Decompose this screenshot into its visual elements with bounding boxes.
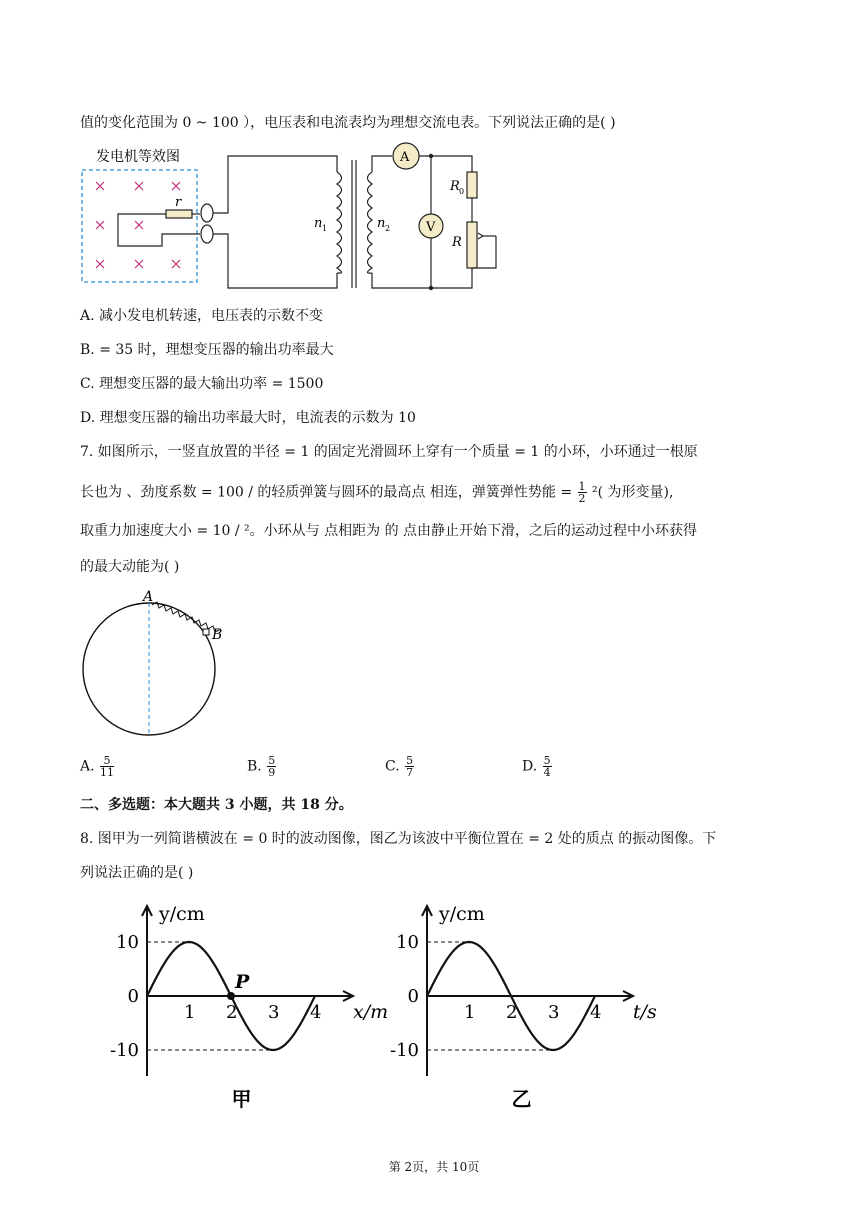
fraction-denominator: 9 — [268, 766, 276, 779]
spring — [152, 602, 219, 632]
y-tick-label: 10 — [116, 932, 139, 953]
fraction-numerator: 1 — [578, 480, 586, 493]
wave-chart-jia — [100, 900, 389, 1111]
q6-intro: 值的变化范围为 0 ~ 100 ），电压表和电流表均为理想交流电表。下列说法正确的是( ) — [80, 115, 616, 131]
q7-line-3: 取重力加速度大小 = 10 / ²。小环从与 点相距为 的 点由静止开始下滑，之后的运动过程中小环获得 — [80, 523, 698, 539]
vibration-chart-yi — [380, 900, 660, 1111]
y-tick-label: -10 — [390, 1040, 419, 1061]
x-axis-label: t/s — [633, 1001, 657, 1023]
q7-line-2b: ²( 为形变量), — [591, 484, 674, 501]
q8-line-2: 列说法正确的是( ) — [80, 865, 194, 881]
q6-option-a: A. 减小发电机转速，电压表的示数不变 — [80, 308, 324, 324]
q7-line-2a: 长也为 、劲度系数 = 100 / 的轻质弹簧与圆环的最高点 相连，弹簧弹性势能 = — [80, 484, 573, 501]
coil-n1-label: n — [314, 216, 323, 231]
y-tick-label: 0 — [407, 986, 419, 1007]
primary-circuit-wires — [213, 143, 496, 288]
point-b-label: B — [212, 627, 223, 643]
point-p-label: P — [235, 971, 250, 993]
q7-option-d — [522, 755, 553, 778]
point-p-marker — [227, 992, 235, 1000]
page-footer: 第 2页，共 10页 — [388, 1160, 480, 1174]
q7-line-4: 的最大动能为( ) — [80, 559, 180, 575]
option-prefix: C. — [385, 758, 400, 775]
option-prefix: D. — [522, 758, 538, 775]
q7-line-2 — [80, 481, 673, 504]
junction-dot — [429, 154, 433, 158]
resistor-R-label: R — [452, 235, 462, 250]
y-axis-label: y/cm — [439, 903, 485, 925]
y-tick-label: -10 — [110, 1040, 139, 1061]
y-axis-label: y/cm — [159, 903, 205, 925]
ring-spring-diagram — [0, 580, 868, 780]
q7-line-1: 7. 如图所示，一竖直放置的半径 = 1 的固定光滑圆环上穿有一个质量 = 1 的小环，小环通过一根原 — [80, 444, 698, 460]
generator-coil — [118, 204, 213, 246]
fraction-numerator: 5 — [406, 754, 414, 767]
fraction-numerator: 5 — [100, 755, 114, 767]
q7-option-b — [247, 755, 277, 778]
q6-option-d: D. 理想变压器的输出功率最大时，电流表的示数为 10 — [80, 410, 416, 426]
option-fraction — [543, 755, 552, 778]
fraction-denominator: 4 — [543, 766, 551, 779]
generator-title: 发电机等效图 — [96, 149, 180, 165]
voltmeter-label: V — [426, 220, 436, 235]
x-tick-label: 4 — [590, 1002, 602, 1023]
ammeter-label: A — [400, 150, 410, 165]
resistor-r-label: r — [175, 195, 182, 210]
junction-dot — [429, 286, 433, 290]
fraction-numerator: 5 — [543, 754, 551, 767]
fraction-denominator: 7 — [406, 766, 414, 779]
x-tick-label: 2 — [226, 1002, 238, 1023]
coil-n2-label: n — [377, 216, 386, 231]
coil-n1-subscript: 1 — [322, 224, 328, 233]
option-fraction — [100, 755, 114, 778]
fraction-denominator: 11 — [100, 766, 115, 779]
resistor-r0-label: R — [450, 179, 460, 194]
small-ring — [203, 629, 209, 635]
x-tick-label: 4 — [310, 1002, 322, 1023]
option-fraction — [405, 755, 414, 778]
x-axis-label: x/m — [353, 1001, 389, 1023]
resistor-r0-subscript: 0 — [459, 187, 465, 196]
x-tick-label: 3 — [268, 1002, 280, 1023]
y-tick-label: 10 — [396, 932, 419, 953]
q7-half-fraction — [578, 481, 587, 504]
q8-line-1: 8. 图甲为一列简谐横波在 = 0 时的波动图像，图乙为该波中平衡位置在 = 2 处的质点 的振动图像。下 — [80, 831, 717, 847]
q7-option-a — [80, 755, 115, 778]
x-tick-label: 1 — [464, 1002, 476, 1023]
option-prefix: A. — [80, 758, 95, 775]
fraction-denominator: 2 — [578, 492, 586, 505]
q6-option-c: C. 理想变压器的最大输出功率 = 1500 — [80, 376, 324, 392]
transformer-circuit-diagram — [0, 0, 868, 300]
magnetic-field-crosses — [96, 182, 180, 268]
section-heading: 二、多选题：本大题共 3 小题，共 18 分。 — [80, 797, 353, 813]
x-tick-label: 2 — [506, 1002, 518, 1023]
x-tick-label: 1 — [184, 1002, 196, 1023]
fraction-numerator: 5 — [268, 754, 276, 767]
chart-title: 乙 — [511, 1087, 532, 1111]
point-a-label: A — [143, 589, 154, 605]
x-tick-label: 3 — [548, 1002, 560, 1023]
coil-n2-subscript: 2 — [385, 224, 391, 233]
q6-option-b: B. = 35 时，理想变压器的输出功率最大 — [80, 342, 334, 358]
option-fraction — [267, 755, 276, 778]
option-prefix: B. — [247, 758, 262, 775]
q7-option-c — [385, 755, 415, 778]
y-tick-label: 0 — [127, 986, 139, 1007]
chart-title: 甲 — [231, 1087, 252, 1111]
